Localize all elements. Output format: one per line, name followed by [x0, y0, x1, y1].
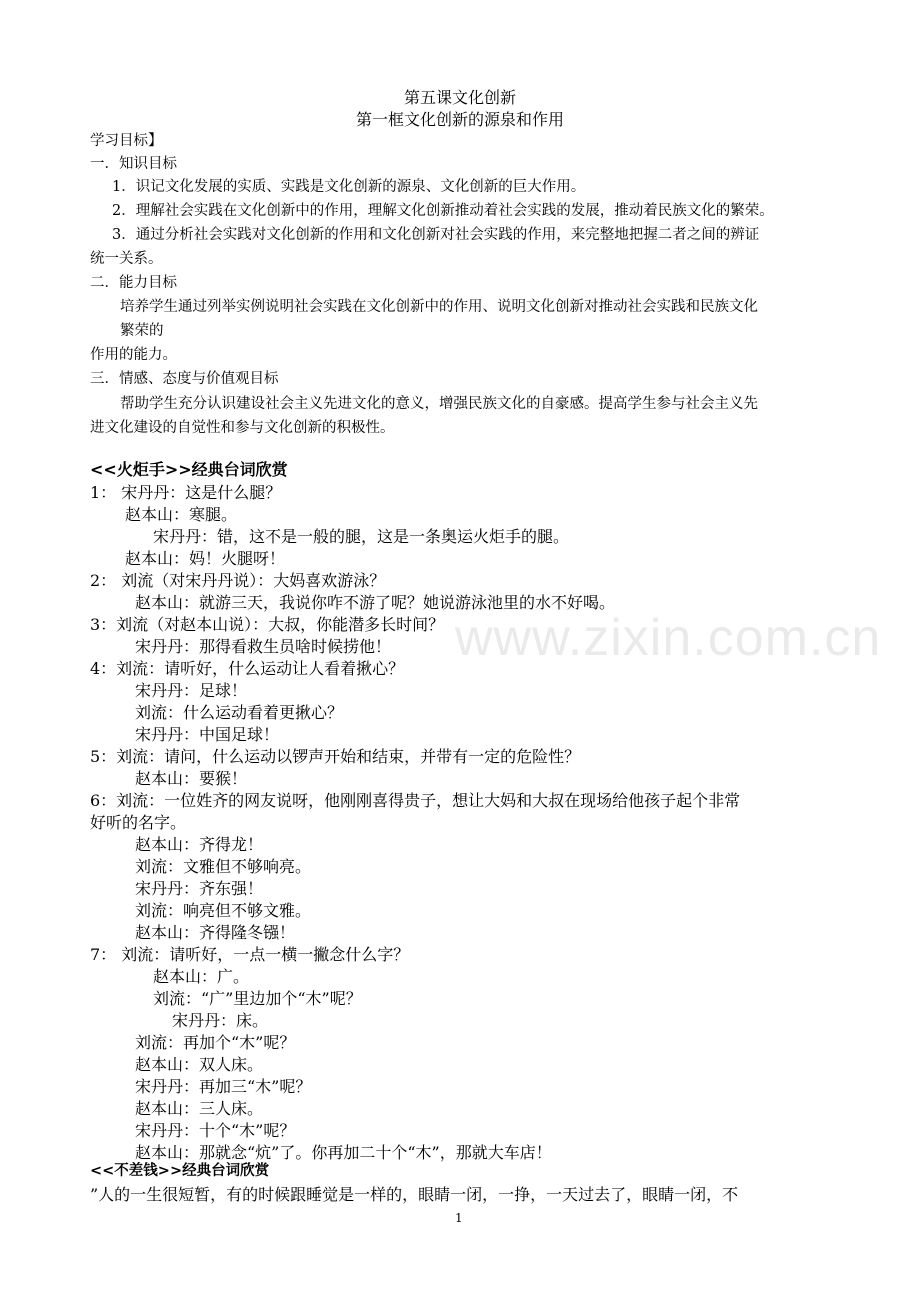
dialogue-line: 好听的名字。: [90, 813, 187, 832]
section-title: 第一框文化创新的源泉和作用: [355, 110, 564, 129]
dialogue-line: 宋丹丹：再加三“木”呢？: [135, 1077, 312, 1096]
lesson-title: 第五课文化创新: [403, 88, 516, 107]
dialogue-line: 赵本山：就游三天，我说你咋不游了呢？她说游泳池里的水不好喝。: [135, 593, 616, 612]
dialogue-line: 4：刘流：请听好，什么运动让人看着揪心？: [90, 659, 405, 678]
page-number: 1: [455, 1211, 463, 1225]
dialogue-line: 宋丹丹：错，这不是一般的腿，这是一条奥运火炬手的腿。: [153, 527, 570, 546]
knowledge-goal-item: 3．通过分析社会实践对文化创新的作用和文化创新对社会实践的作用，来完整地把握二者之间的辨证: [112, 227, 760, 243]
dialogue-line: 刘流：“广”里边加个“木”呢？: [153, 989, 362, 1008]
watermark: www.zixin.com.cn: [455, 609, 882, 667]
dialogue-line: 6：刘流：一位姓齐的网友说呀，他刚刚喜得贵子，想让大妈和大叔在现场给他孩子起个非常: [90, 791, 741, 810]
knowledge-goal-item: 1．识记文化发展的实质、实践是文化创新的源泉、文化创新的巨大作用。: [112, 179, 586, 195]
dialogue-line: 赵本山：双人床。: [135, 1055, 264, 1074]
dialogue-line: 刘流：响亮但不够文雅。: [135, 901, 312, 920]
dialogue-line: 赵本山：寒腿。: [125, 505, 238, 524]
dialogue-line: 赵本山：妈！火腿呀！: [125, 549, 286, 568]
knowledge-goal-item: 2．理解社会实践在文化创新中的作用，理解文化创新推动着社会实践的发展，推动着民族文化的繁荣。: [112, 203, 774, 219]
section-heading-not-short: <<不差钱>>经典台词欣赏: [90, 1163, 270, 1179]
dialogue-line: 刘流：什么运动看着更揪心？: [135, 703, 344, 722]
dialogue-line: 宋丹丹：十个“木”呢？: [135, 1121, 296, 1140]
dialogue-line: 赵本山：三人床。: [135, 1099, 264, 1118]
knowledge-goal-heading: 一．知识目标: [90, 156, 177, 172]
dialogue-line: 5：刘流：请问，什么运动以锣声开始和结束，并带有一定的危险性？: [90, 747, 581, 766]
dialogue-line: 刘流：文雅但不够响亮。: [135, 857, 312, 876]
dialogue-line: 1： 宋丹丹：这是什么腿？: [90, 483, 282, 502]
ability-goal-text: 繁荣的: [120, 323, 164, 339]
ability-goal-text: 培养学生通过列举实例说明社会实践在文化创新中的作用、说明文化创新对推动社会实践和民族文化: [120, 299, 758, 315]
emotion-goal-heading: 三．情感、态度与价值观目标: [90, 371, 279, 387]
section-heading-torchbearer: <<火炬手>>经典台词欣赏: [90, 460, 288, 479]
dialogue-line: 赵本山：齐得龙！: [135, 835, 264, 854]
ability-goal-heading: 二．能力目标: [90, 275, 177, 291]
dialogue-line: 3：刘流（对赵本山说）：大叔，你能潜多长时间？: [90, 615, 445, 634]
knowledge-goal-item: 统一关系。: [90, 251, 163, 267]
dialogue-line: 刘流：再加个“木”呢？: [135, 1033, 296, 1052]
dialogue-line: 赵本山：齐得隆冬镪！: [135, 923, 296, 942]
dialogue-line: 赵本山：广。: [153, 967, 250, 986]
quote-line: ”人的一生很短暂，有的时候跟睡觉是一样的，眼睛一闭，一挣，一天过去了，眼睛一闭，不: [90, 1185, 739, 1204]
emotion-goal-text: 帮助学生充分认识建设社会主义先进文化的意义，增强民族文化的自豪感。提高学生参与社会主义先: [120, 396, 758, 412]
dialogue-line: 宋丹丹：那得看救生员啥时候捞他！: [135, 637, 392, 656]
dialogue-line: 赵本山：要猴！: [135, 769, 248, 788]
dialogue-line: 宋丹丹：床。: [172, 1011, 269, 1030]
objectives-heading: 学习目标】: [90, 133, 163, 149]
emotion-goal-text: 进文化建设的自觉性和参与文化创新的积极性。: [90, 420, 395, 436]
dialogue-line: 宋丹丹：中国足球！: [135, 725, 280, 744]
dialogue-line: 7： 刘流：请听好，一点一横一撇念什么字？: [90, 945, 410, 964]
dialogue-line: 宋丹丹：齐东强！: [135, 879, 264, 898]
dialogue-line: 赵本山：那就念“炕”了。你再加二十个“木”，那就大车店！: [135, 1143, 552, 1162]
ability-goal-text: 作用的能力。: [90, 347, 177, 363]
dialogue-line: 2： 刘流（对宋丹丹说）：大妈喜欢游泳？: [90, 571, 386, 590]
dialogue-line: 宋丹丹：足球！: [135, 681, 248, 700]
